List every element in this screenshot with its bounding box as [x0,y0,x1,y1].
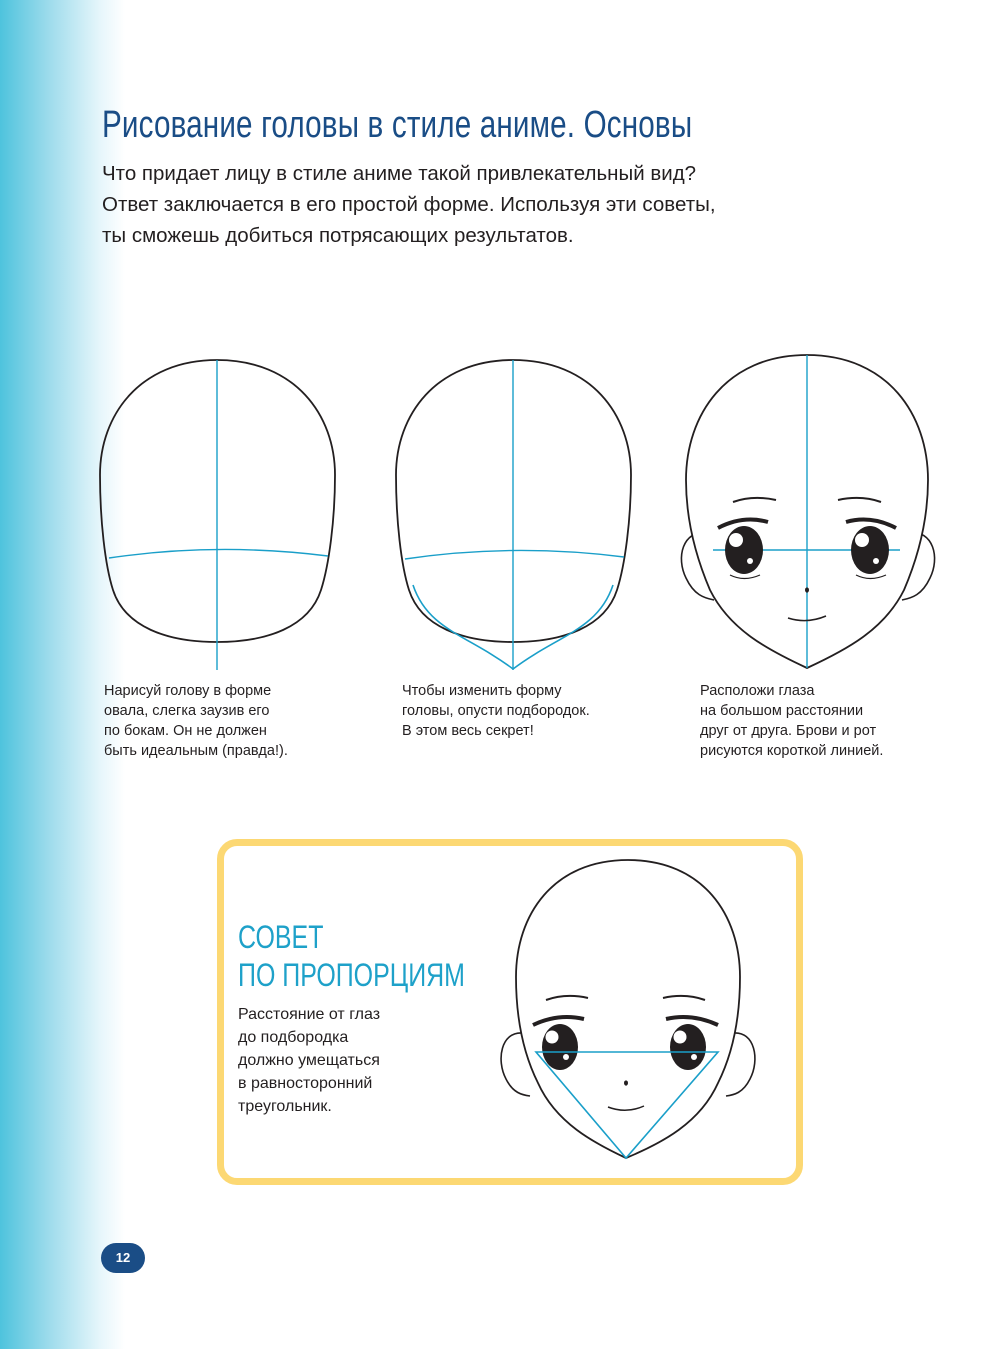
caption-line: В этом весь секрет! [402,723,534,739]
caption-line: Расположи глаза [700,683,815,699]
tip-text-line: должно умещаться [238,1052,380,1069]
head-chin-figure [388,355,638,675]
horizontal-guide [109,549,328,558]
caption-line: быть идеальным (правда!). [104,743,288,759]
intro-paragraph [102,158,842,251]
caption-line: на большом расстоянии [700,703,864,719]
step-1-caption [104,681,288,761]
head-outline [516,860,740,1158]
intro-line: ты сможешь добиться потрясающих результатов. [102,224,574,247]
intro-line: Ответ заключается в его простой форме. Используя эти советы, [102,193,716,216]
head-oval-figure [95,355,345,675]
nose [805,587,809,592]
caption-line: по бокам. Он не должен [104,723,267,739]
tip-text [238,1003,380,1118]
step-2-caption [402,681,590,741]
nose [624,1080,628,1085]
intro-line: Что придает лицу в стиле аниме такой привлекательный вид? [102,162,697,185]
caption-line: головы, опусти подбородок. [402,703,590,719]
caption-line: рисуются короткой линией. [700,743,884,759]
tip-text-line: в равносторонний [238,1075,373,1092]
head-proportion-figure [498,855,758,1165]
caption-line: Нарисуй голову в форме [104,683,272,699]
tip-text-line: треугольник. [238,1098,332,1115]
page-number: 12 [101,1243,145,1273]
page-title: Рисование головы в стиле аниме. Основы [102,104,693,146]
tip-title [238,918,465,994]
tip-title-line: ПО ПРОПОРЦИЯМ [238,957,465,993]
tip-title-line: СОВЕТ [238,919,324,955]
tip-text-line: Расстояние от глаз [238,1006,381,1023]
head-face-figure [668,350,948,680]
horizontal-guide [405,550,624,559]
tip-text-line: до подбородка [238,1029,349,1046]
caption-line: овала, слегка заузив его [104,703,270,719]
caption-line: Чтобы изменить форму [402,683,562,699]
step-3-caption [700,681,883,761]
caption-line: друг от друга. Брови и рот [700,723,877,739]
